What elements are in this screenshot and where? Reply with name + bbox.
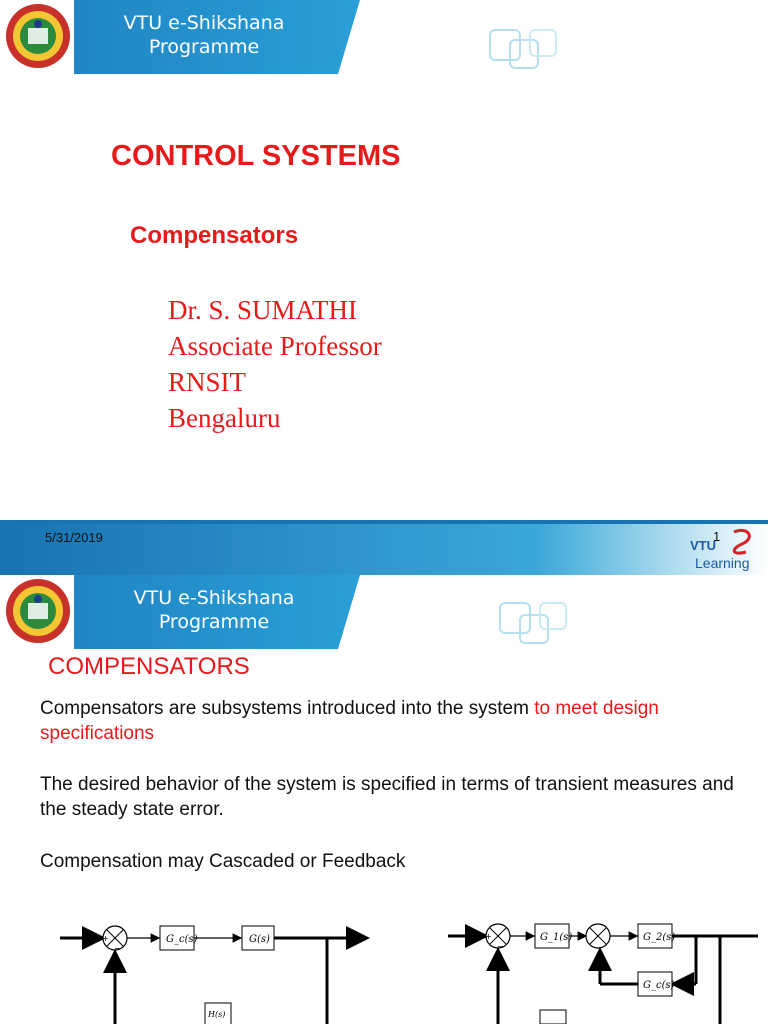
vtu-seal-icon bbox=[4, 577, 72, 645]
page-number: 1 bbox=[713, 529, 721, 544]
vtu-seal-icon bbox=[4, 2, 72, 70]
behavior-paragraph: The desired behavior of the system is specified in terms of transient measures and the steady state error. bbox=[40, 774, 734, 820]
svg-text:G(s): G(s) bbox=[249, 934, 270, 945]
slide-subtitle: Compensators bbox=[130, 222, 299, 249]
footer-date: 5/31/2019 bbox=[45, 530, 103, 545]
svg-text:+: + bbox=[485, 932, 492, 941]
banner-title: VTU e-Shikshana Programme bbox=[133, 587, 295, 633]
author-institute: RNSIT bbox=[168, 367, 247, 397]
svg-text:G_c(s): G_c(s) bbox=[166, 934, 198, 945]
svg-text:G_2(s): G_2(s) bbox=[643, 932, 676, 943]
svg-text:+: + bbox=[102, 934, 109, 943]
header-banner bbox=[0, 575, 768, 649]
svg-text:G_c(s): G_c(s) bbox=[643, 980, 675, 991]
svg-text:−: − bbox=[114, 944, 121, 953]
vtu-learning-logo bbox=[690, 526, 760, 572]
footer-bar bbox=[0, 520, 768, 575]
svg-text:−: − bbox=[497, 942, 504, 951]
definition-paragraph: Compensators are subsystems introduced into the system to meet design specifications bbox=[40, 698, 659, 744]
banner-title: VTU e-Shikshana Programme bbox=[123, 12, 285, 58]
content-slide bbox=[0, 575, 768, 1024]
svg-text:G_1(s): G_1(s) bbox=[540, 932, 573, 943]
author-name: Dr. S. SUMATHI bbox=[168, 295, 358, 325]
svg-text:VTU: VTU bbox=[690, 538, 716, 553]
feedback-compensation-diagram bbox=[448, 910, 758, 1024]
slide-title: COMPENSATORS bbox=[48, 653, 250, 680]
compensation-type-paragraph: Compensation may Cascaded or Feedback bbox=[40, 851, 406, 872]
author-city: Bengaluru bbox=[168, 403, 281, 433]
svg-text:Learning: Learning bbox=[695, 555, 750, 571]
author-position: Associate Professor bbox=[168, 331, 382, 361]
slide-title: CONTROL SYSTEMS bbox=[111, 140, 401, 172]
svg-text:H(s): H(s) bbox=[208, 1010, 226, 1019]
author-block bbox=[168, 292, 382, 436]
cascade-compensation-diagram bbox=[55, 893, 385, 1024]
